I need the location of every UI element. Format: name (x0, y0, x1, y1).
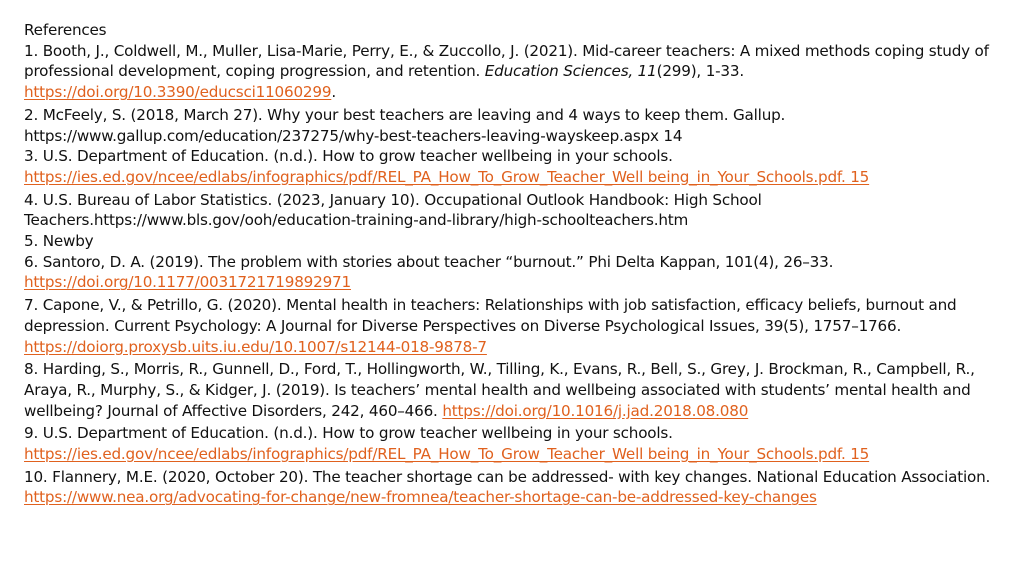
reference-2-url: https://www.gallup.com/education/237275/why-best-teachers-leaving-wayskeep.aspx 14 (24, 126, 683, 145)
reference-1-link[interactable]: https://doi.org/10.3390/educsci11060299 (24, 83, 332, 102)
reference-3-text: 3. U.S. Department of Education. (n.d.). How to grow teacher wellbeing in your schools. (24, 147, 673, 166)
reference-1-text: 1. Booth, J., Coldwell, M., Muller, Lisa-Marie, Perry, E., & Zuccollo, J. (2021). Mid-career teachers: A mixed methods coping study of professional development, coping progression, and retention. (24, 41, 989, 81)
reference-6-text: 6. Santoro, D. A. (2019). The problem with stories about teacher “burnout.” Phi Delta Kappan, 101(4), 26–33. (24, 252, 834, 271)
reference-5 (24, 231, 1000, 252)
reference-1-journal: Education Sciences, 11 (484, 62, 657, 81)
reference-4-text: 4. U.S. Bureau of Labor Statistics. (2023, January 10). Occupational Outlook Handbook: High School Teachers.https://www.bls.gov/ooh/education-training-and-library/high-schoolteachers.htm (24, 190, 762, 230)
reference-3 (24, 146, 1000, 187)
reference-9-text: 9. U.S. Department of Education. (n.d.). How to grow teacher wellbeing in your schools. (24, 424, 673, 443)
reference-2-text: 2. McFeely, S. (2018, March 27). Why your best teachers are leaving and 4 ways to keep them. Gallup. (24, 105, 786, 124)
reference-10-text: 10. Flannery, M.E. (2020, October 20). The teacher shortage can be addressed- with key changes. National Education Association. (24, 467, 991, 486)
reference-4 (24, 190, 1000, 231)
reference-1-tail: . (331, 83, 336, 102)
reference-8-link[interactable]: https://doi.org/10.1016/j.jad.2018.08.080 (442, 401, 749, 420)
reference-5-text: 5. Newby (24, 232, 94, 251)
reference-7-link[interactable]: https://doiorg.proxysb.uits.iu.edu/10.1007/s12144-018-9878-7 (24, 337, 487, 356)
reference-2 (24, 105, 1000, 146)
reference-9 (24, 423, 1000, 464)
reference-7 (24, 295, 1000, 357)
reference-10 (24, 467, 1000, 508)
reference-7-text: 7. Capone, V., & Petrillo, G. (2020). Mental health in teachers: Relationships with job satisfaction, efficacy beliefs, burnout and depression. Current Psychology: A Journal for Diverse Perspectives on Diverse Psychological Issues, 39(5), 1757–1766. (24, 296, 957, 335)
reference-8 (24, 359, 1000, 421)
page-title: References (24, 21, 107, 39)
reference-8-text: 8. Harding, S., Morris, R., Gunnell, D., Ford, T., Hollingworth, W., Tilling, K., Evans, R., Bell, S., Grey, J. Brockman, R., Campbell, R., Araya, R., Murphy, S., & Kidger, J. (2019). Is teachers’ mental health and wellbeing associated with students’ mental health and wellbeing? Journal of Affective Disorders, 242, 460–466. (24, 360, 975, 420)
reference-1-volume: (299), 1-33. (656, 62, 744, 81)
reference-10-link[interactable]: https://www.nea.org/advocating-for-change/new-fromnea/teacher-shortage-can-be-addressed-key-changes (24, 488, 817, 507)
reference-1 (24, 41, 1000, 103)
reference-6-link[interactable]: https://doi.org/10.1177/0031721719892971 (24, 273, 351, 292)
reference-3-link[interactable]: https://ies.ed.gov/ncee/edlabs/infographics/pdf/REL_PA_How_To_Grow_Teacher_Well being_in_Your_Schools.pdf. 15 (24, 167, 870, 186)
reference-6 (24, 252, 1000, 293)
reference-9-link[interactable]: https://ies.ed.gov/ncee/edlabs/infographics/pdf/REL_PA_How_To_Grow_Teacher_Well being_in_Your_Schools.pdf. 15 (24, 445, 870, 464)
